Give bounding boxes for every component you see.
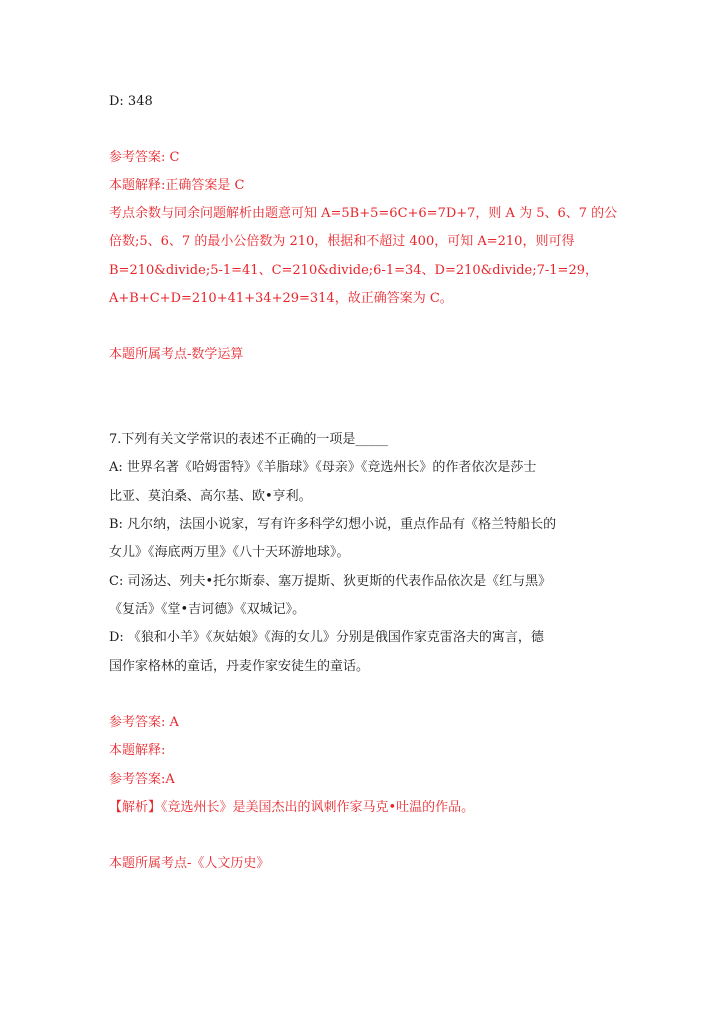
- q6-explanation: 本题解释:正确答案是 C: [109, 178, 245, 193]
- q6-analysis-line-1: 考点余数与同余问题解析由题意可知 A=5B+5=6C+6=7D+7，则 A 为 5、6、7 的公: [109, 206, 618, 221]
- q6-answer: 参考答案: C: [109, 150, 180, 165]
- q6-analysis-line-3: B=210&divide;5-1=41、C=210&divide;6-1=34、D=210&divide;7-1=29，: [109, 263, 598, 278]
- q6-analysis-line-2: 倍数;5、6、7 的最小公倍数为 210，根据和不超过 400，可知 A=210，则可得: [109, 234, 575, 249]
- q6-option-d: D: 348: [109, 94, 153, 109]
- q7-option-c-line-2: 《复活》《堂•吉诃德》《双城记》。: [109, 602, 306, 617]
- q7-option-b-line-2: 女儿》《海底两万里》《八十天环游地球》。: [109, 545, 350, 560]
- q7-answer-repeat: 参考答案:A: [109, 772, 175, 787]
- q6-category: 本题所属考点-数学运算: [109, 347, 244, 362]
- q7-option-a-line-1: A: 世界名著《哈姆雷特》《羊脂球》《母亲》《竞选州长》的作者依次是莎士: [109, 460, 537, 475]
- q7-answer: 参考答案: A: [109, 715, 179, 730]
- q7-option-b-line-1: B: 凡尔纳，法国小说家，写有许多科学幻想小说，重点作品有《格兰特船长的: [109, 517, 557, 532]
- q7-question: 7.下列有关文学常识的表述不正确的一项是_____: [109, 432, 388, 447]
- q7-option-d-line-2: 国作家格林的童话，丹麦作家安徒生的童话。: [109, 659, 370, 674]
- q7-analysis: 【解析】《竞选州长》是美国杰出的讽刺作家马克•吐温的作品。: [109, 800, 475, 815]
- q7-option-c-line-1: C: 司汤达、列夫•托尔斯泰、塞万提斯、狄更斯的代表作品依次是《红与黑》: [109, 574, 552, 589]
- q7-category: 本题所属考点-《人文历史》: [109, 856, 270, 871]
- q7-option-a-line-2: 比亚、莫泊桑、高尔基、欧•亨利。: [109, 489, 312, 504]
- q6-analysis-line-4: A+B+C+D=210+41+34+29=314，故正确答案为 C。: [109, 291, 453, 306]
- q7-explanation: 本题解释:: [109, 743, 166, 758]
- q7-option-d-line-1: D: 《狼和小羊》《灰姑娘》《海的女儿》分别是俄国作家克雷洛夫的寓言，德: [109, 630, 544, 645]
